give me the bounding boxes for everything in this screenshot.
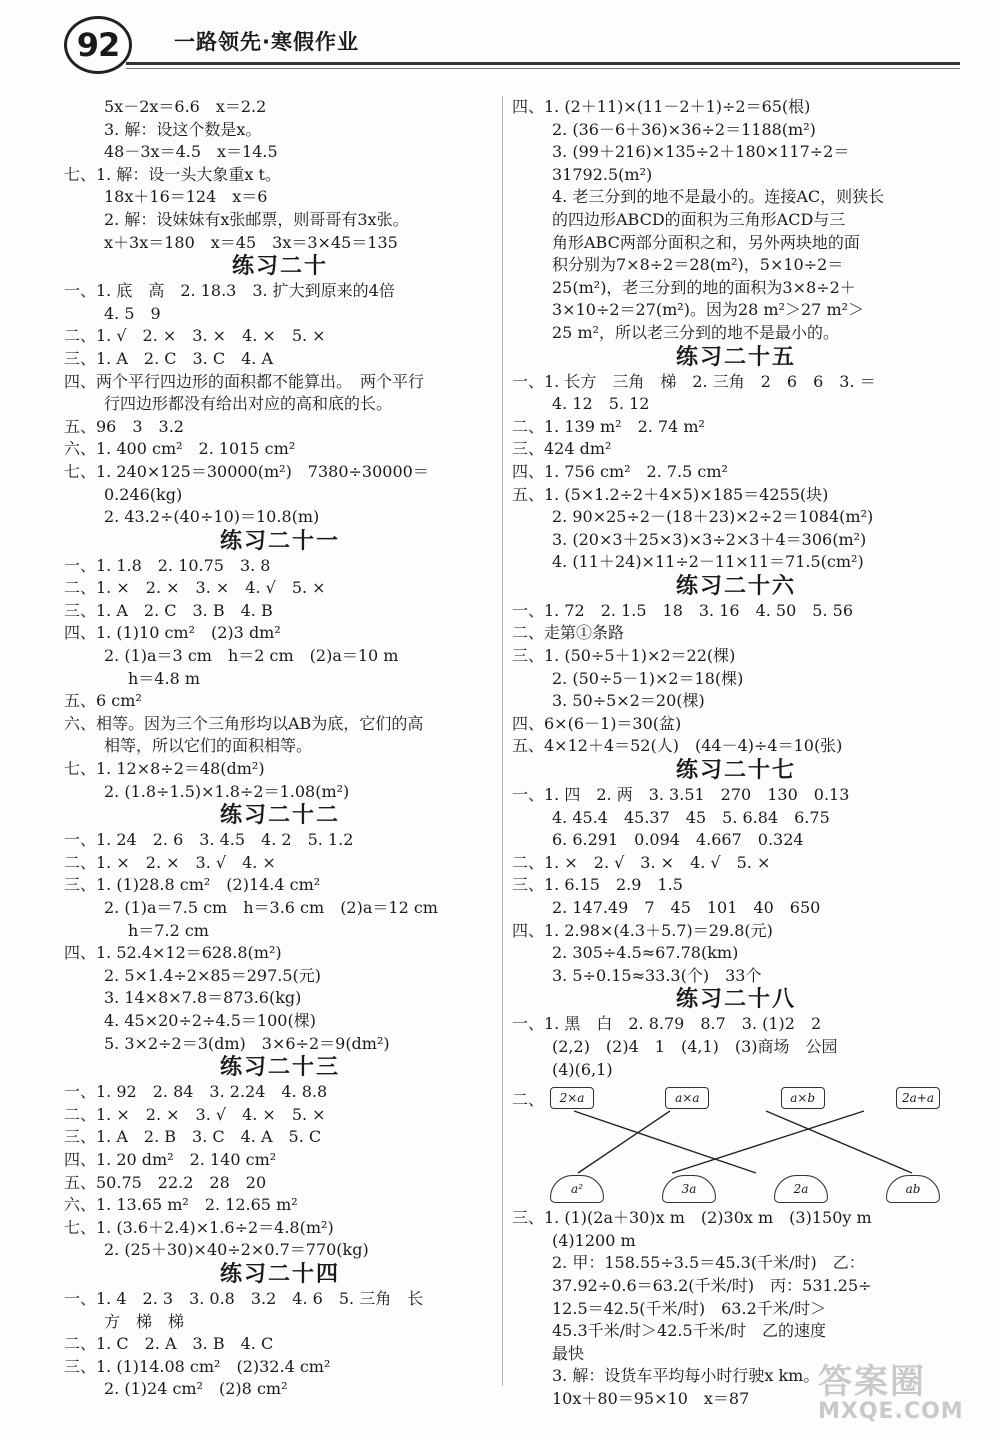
answer-line: 4. 老三分到的地不是最小的。连接AC，则狭长 bbox=[552, 187, 885, 207]
section-title: 练习二十八 bbox=[675, 987, 796, 1013]
answer-line: 三、1. (50÷5＋1)×2＝22(棵) bbox=[512, 646, 736, 666]
answer-line: 六、相等。因为三个三角形均以AB为底，它们的高 bbox=[64, 713, 424, 733]
answer-line: 五、6 cm² bbox=[64, 691, 142, 711]
answer-line: 一、1. 24 2. 6 3. 4.5 4. 2 5. 1.2 bbox=[64, 830, 354, 850]
answer-line: 2. 147.49 7 45 101 40 650 bbox=[552, 898, 821, 917]
answer-line: 二、1. × 2. × 3. × 4. √ 5. × bbox=[64, 578, 326, 598]
answer-line: 四、1. (1)10 cm² (2)3 dm² bbox=[64, 623, 281, 643]
answer-line: 一、1. 4 2. 3 3. 0.8 3.2 4. 6 5. 三角 长 bbox=[64, 1288, 424, 1308]
answer-line: 一、1. 72 2. 1.5 18 3. 16 4. 50 5. 56 bbox=[512, 600, 854, 620]
watermark-url: MXQE.COM bbox=[818, 1399, 964, 1424]
answer-line: 五、50.75 22.2 28 20 bbox=[64, 1172, 267, 1192]
answer-line: 七、1. 12×8÷2＝48(dm²) bbox=[64, 759, 265, 779]
section-title: 练习二十三 bbox=[219, 1055, 340, 1081]
answer-line: 六、1. 13.65 m² 2. 12.65 m² bbox=[64, 1195, 298, 1215]
book-title: 一路领先·寒假作业 bbox=[174, 30, 359, 54]
answer-line: 4. 12 5. 12 bbox=[552, 394, 650, 414]
answer-line: 四、1. 52.4×12＝628.8(m²) bbox=[64, 943, 282, 963]
answer-line: 2. 43.2÷(40÷10)＝10.8(m) bbox=[104, 507, 320, 527]
answer-line: 最快 bbox=[552, 1343, 585, 1363]
answer-line: 6. 6.291 0.094 4.667 0.324 bbox=[552, 830, 804, 850]
answer-line: 3×10÷2＝27(m²)。因为28 m²＞27 m²＞ bbox=[552, 300, 865, 320]
section-title: 练习二十二 bbox=[219, 803, 340, 829]
answer-line: 一、1. 92 2. 84 3. 2.24 4. 8.8 bbox=[64, 1082, 328, 1102]
answer-line: 六、1. 400 cm² 2. 1015 cm² bbox=[64, 439, 296, 459]
right-column bbox=[512, 96, 960, 1411]
answer-line: h＝4.8 m bbox=[128, 668, 201, 688]
answer-line: 3. 5÷0.15≈33.3(个) 33个 bbox=[552, 965, 762, 985]
expression-box: a×a bbox=[665, 1087, 709, 1109]
answer-line: 相等，所以它们的面积相等。 bbox=[104, 736, 313, 756]
header-rule-thin bbox=[126, 68, 960, 69]
answer-line: 四、1. 756 cm² 2. 7.5 cm² bbox=[512, 461, 728, 481]
answer-line: 3. 14×8×7.8＝873.6(kg) bbox=[104, 988, 302, 1008]
answer-line: 的四边形ABCD的面积为三角形ACD与三 bbox=[552, 209, 846, 229]
answer-line: h＝7.2 cm bbox=[128, 920, 209, 940]
answer-line: 一、1. 黑 白 2. 8.79 8.7 3. (1)2 2 bbox=[512, 1014, 822, 1034]
section-title: 练习二十七 bbox=[675, 758, 796, 784]
answer-line: 45.3千米/时＞42.5千米/时 乙的速度 bbox=[552, 1321, 827, 1341]
answer-line: 行四边形都没有给出对应的高和底的长。 bbox=[104, 394, 393, 414]
answer-line: 0.246(kg) bbox=[104, 484, 183, 504]
answer-line: 一、1. 底 高 2. 18.3 3. 扩大到原来的4倍 bbox=[64, 281, 395, 301]
answer-line: 二、1. 139 m² 2. 74 m² bbox=[512, 416, 705, 436]
diagram-caps-row bbox=[512, 1175, 960, 1207]
answer-line: 3. 解：设货车平均每小时行驶x km。 bbox=[552, 1366, 820, 1386]
answer-line: 2. 5×1.4÷2×85＝297.5(元) bbox=[104, 965, 322, 985]
answer-line: 18x＋16＝124 x＝6 bbox=[104, 187, 268, 207]
answer-line: 三、1. (1)(2a＋30)x m (2)30x m (3)150y m bbox=[512, 1208, 872, 1228]
answer-line: 积分别为7×8÷2＝28(m²)，5×10÷2＝ bbox=[552, 255, 844, 275]
answer-line: 5x－2x＝6.6 x＝2.2 bbox=[104, 97, 267, 116]
answer-line: x＋3x＝180 x＝45 3x＝3×45＝135 bbox=[104, 232, 398, 252]
answer-line: 2. 甲：158.55÷3.5＝45.3(千米/时) 乙： bbox=[552, 1253, 865, 1273]
answer-line: 4. 5 9 bbox=[104, 303, 161, 323]
answer-line: 3. 解：设这个数是x。 bbox=[104, 119, 262, 139]
answer-line: 七、1. (3.6＋2.4)×1.6÷2＝4.8(m²) bbox=[64, 1217, 334, 1237]
answer-line: 角形ABC两部分面积之和，另外两块地的面 bbox=[552, 232, 860, 252]
answer-line: 二、1. × 2. √ 3. × 4. √ 5. × bbox=[512, 852, 771, 872]
watermark bbox=[818, 1354, 978, 1424]
left-column bbox=[64, 96, 496, 1401]
answer-line: 3. 50÷5×2＝20(棵) bbox=[552, 691, 705, 711]
section-title: 练习二十五 bbox=[675, 344, 796, 370]
answer-line: 四、6×(6－1)＝30(盆) bbox=[512, 713, 682, 733]
answer-line: 三、1. (1)14.08 cm² (2)32.4 cm² bbox=[64, 1356, 331, 1376]
answer-line: 37.92÷0.6＝63.2(千米/时) 丙：531.25÷ bbox=[552, 1275, 872, 1295]
diagram-boxes-row bbox=[512, 1081, 960, 1109]
matching-lines bbox=[512, 1109, 960, 1175]
answer-line: 4. (11＋24)×11÷2－11×11＝71.5(cm²) bbox=[552, 552, 864, 572]
answer-line: 五、96 3 3.2 bbox=[64, 416, 184, 436]
answer-line: 25 m²，所以老三分到的地不是最小的。 bbox=[552, 322, 840, 342]
answer-line: 48－3x＝4.5 x＝14.5 bbox=[104, 142, 278, 162]
expression-box: 2a+a bbox=[896, 1087, 940, 1109]
answer-line: 三、1. (1)28.8 cm² (2)14.4 cm² bbox=[64, 875, 321, 895]
answer-line: 2. (25＋30)×40÷2×0.7＝770(kg) bbox=[104, 1240, 369, 1260]
answer-line: 4. 45.4 45.37 45 5. 6.84 6.75 bbox=[552, 807, 830, 827]
answer-line: 4. 45×20÷2÷4.5＝100(棵) bbox=[104, 1010, 316, 1030]
matching-diagram bbox=[512, 1081, 960, 1207]
section-title: 练习二十四 bbox=[219, 1261, 340, 1287]
answer-line: (4)1200 m bbox=[552, 1230, 636, 1250]
answer-line: 2. (50÷5－1)×2＝18(棵) bbox=[552, 668, 744, 688]
mushroom-cap: a² bbox=[550, 1175, 604, 1203]
match-line bbox=[574, 1111, 756, 1173]
answer-line: (4)(6,1) bbox=[552, 1059, 613, 1079]
answer-line: 2. (1.8÷1.5)×1.8÷2＝1.08(m²) bbox=[104, 781, 350, 801]
answer-line: 10x＋80＝95×10 x＝87 bbox=[552, 1388, 750, 1408]
watermark-logo-text: 答案圈 bbox=[818, 1362, 926, 1402]
page-number: 92 bbox=[64, 16, 132, 74]
answer-line: 一、1. 长方 三角 梯 2. 三角 2 6 6 3. ＝ bbox=[512, 371, 876, 391]
answer-line: 三、1. A 2. B 3. C 4. A 5. C bbox=[64, 1127, 322, 1147]
section-title: 练习二十一 bbox=[219, 528, 340, 554]
answer-line: 一、1. 四 2. 两 3. 3.51 270 130 0.13 bbox=[512, 785, 850, 805]
answer-line: 二、1. √ 2. × 3. × 4. × 5. × bbox=[64, 326, 326, 346]
answer-line: 2. 305÷4.5≈67.78(km) bbox=[552, 943, 739, 963]
mushroom-cap: ab bbox=[886, 1175, 940, 1203]
answer-line: 二、1. C 2. A 3. B 4. C bbox=[64, 1334, 274, 1354]
answer-line: 四、1. (2＋11)×(11－2＋1)÷2＝65(根) bbox=[512, 97, 811, 116]
answer-line: 二、走第①条路 bbox=[512, 623, 625, 643]
column-divider bbox=[502, 96, 503, 1386]
answer-line: 二、1. × 2. × 3. √ 4. × 5. × bbox=[64, 1104, 326, 1124]
diagram-label: 二、 bbox=[512, 1090, 545, 1110]
answer-line: 12.5＝42.5(千米/时) 63.2千米/时＞ bbox=[552, 1298, 827, 1318]
answer-line: 方 梯 梯 bbox=[104, 1311, 185, 1331]
match-line bbox=[578, 1111, 670, 1173]
answer-line: 五、4×12＋4＝52(人) (44－4)÷4＝10(张) bbox=[512, 736, 843, 756]
match-line bbox=[766, 1111, 912, 1173]
answer-line: 5. 3×2÷2＝3(dm) 3×6÷2＝9(dm²) bbox=[104, 1033, 390, 1053]
answer-line: 三、1. A 2. C 3. C 4. A bbox=[64, 348, 274, 368]
answer-line: 25(m²)，老三分到的地的面积为3×8÷2＋ bbox=[552, 277, 856, 297]
answer-line: 二、1. × 2. × 3. √ 4. × bbox=[64, 852, 276, 872]
mushroom-cap: 3a bbox=[662, 1175, 716, 1203]
answer-line: 四、两个平行四边形的面积都不能算出。 两个平行 bbox=[64, 371, 425, 391]
answer-line: 五、1. (5×1.2÷2＋4×5)×185＝4255(块) bbox=[512, 484, 829, 504]
section-title: 练习二十六 bbox=[675, 573, 796, 599]
answer-line: (2,2) (2)4 1 (4,1) (3)商场 公园 bbox=[552, 1036, 838, 1056]
answer-line: 2. (36－6＋36)×36÷2＝1188(m²) bbox=[552, 119, 816, 139]
answer-line: 四、1. 2.98×(4.3＋5.7)＝29.8(元) bbox=[512, 920, 773, 940]
answer-line: 3. (20×3＋25×3)×3÷2×3＋4＝306(m²) bbox=[552, 529, 867, 549]
answer-line: 2. (1)24 cm² (2)8 cm² bbox=[104, 1379, 288, 1399]
answer-line: 七、1. 240×125＝30000(m²) 7380÷30000＝ bbox=[64, 461, 429, 481]
answer-line: 2. (1)a＝7.5 cm h＝3.6 cm (2)a＝12 cm bbox=[104, 898, 438, 917]
answer-line: 三、1. 6.15 2.9 1.5 bbox=[512, 875, 683, 895]
answer-line: 2. 90×25÷2－(18＋23)×2÷2＝1084(m²) bbox=[552, 507, 874, 527]
answer-line: 3. (99＋216)×135÷2＋180×117÷2＝ bbox=[552, 142, 850, 162]
answer-line: 三、1. A 2. C 3. B 4. B bbox=[64, 600, 273, 620]
right-column-top bbox=[512, 96, 960, 1081]
mushroom-cap: 2a bbox=[774, 1175, 828, 1203]
match-line bbox=[672, 1111, 864, 1173]
answer-line: 2. (1)a＝3 cm h＝2 cm (2)a＝10 m bbox=[104, 646, 399, 666]
answer-line: 一、1. 1.8 2. 10.75 3. 8 bbox=[64, 555, 271, 575]
expression-box: 2×a bbox=[550, 1087, 594, 1109]
answer-line: 2. 解：设妹妹有x张邮票，则哥哥有3x张。 bbox=[104, 209, 409, 229]
page-header bbox=[60, 16, 960, 74]
answer-line: 四、1. 20 dm² 2. 140 cm² bbox=[64, 1149, 277, 1169]
answer-line: 31792.5(m²) bbox=[552, 164, 653, 184]
section-title: 练习二十 bbox=[231, 254, 328, 280]
header-rule bbox=[126, 62, 960, 65]
answer-line: 三、424 dm² bbox=[512, 439, 612, 459]
answer-line: 七、1. 解：设一头大象重x t。 bbox=[64, 164, 281, 184]
expression-box: a×b bbox=[781, 1087, 825, 1109]
